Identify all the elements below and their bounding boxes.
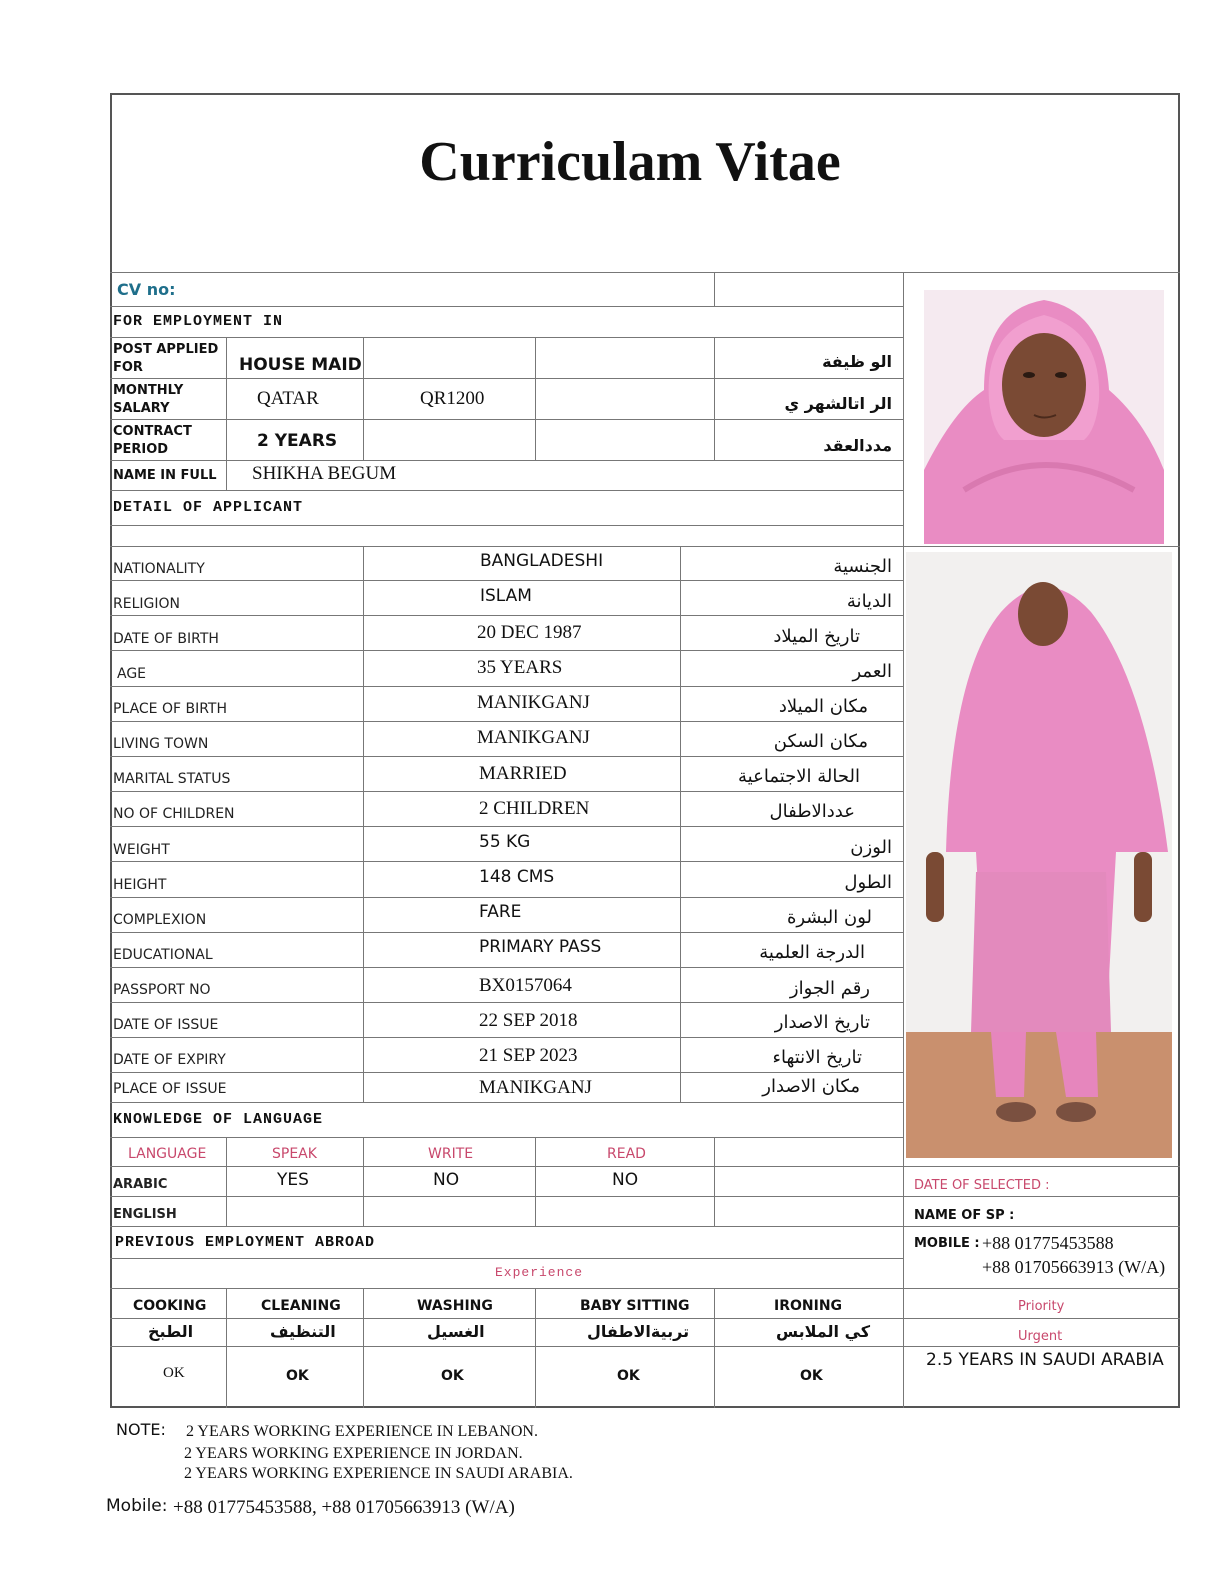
detail-label: COMPLEXION	[113, 912, 207, 928]
detail-section-label: DETAIL OF APPLICANT	[113, 499, 304, 516]
salary-label: MONTHLY SALARY	[113, 383, 184, 416]
skill-ar: الغسيل	[427, 1322, 485, 1341]
detail-label: EDUCATIONAL	[113, 947, 213, 963]
detail-label: PASSPORT NO	[113, 982, 211, 998]
detail-label: NO OF CHILDREN	[113, 806, 235, 822]
skill-ar: الطبخ	[148, 1322, 194, 1341]
detail-label: PLACE OF ISSUE	[113, 1081, 227, 1097]
language-row-read: NO	[612, 1170, 639, 1190]
skill-ar: تربيةالاطفال	[587, 1322, 690, 1341]
detail-label: AGE	[117, 666, 147, 682]
detail-label: RELIGION	[113, 596, 180, 612]
detail-label: NATIONALITY	[113, 561, 205, 577]
detail-ar: الديانة	[846, 591, 892, 612]
detail-ar: تاريخ الاصدار	[774, 1012, 870, 1033]
full-body-photo	[906, 552, 1172, 1158]
detail-ar: مكان الميلاد	[778, 696, 868, 717]
detail-ar: مكان السكن	[773, 731, 868, 752]
salary-country: QATAR	[257, 388, 319, 409]
footer-mobile-value: +88 01775453588, +88 01705663913 (W/A)	[173, 1497, 515, 1518]
note-line: 2 YEARS WORKING EXPERIENCE IN JORDAN.	[184, 1445, 523, 1462]
detail-value: MANIKGANJ	[479, 1077, 592, 1098]
experience-label: Experience	[495, 1265, 584, 1280]
language-header: LANGUAGE	[128, 1146, 207, 1162]
detail-label: WEIGHT	[113, 842, 170, 858]
mobile-label: MOBILE :	[914, 1236, 980, 1251]
contract-label: CONTRACT PERIOD	[113, 424, 192, 457]
post-value: HOUSE MAID	[239, 355, 362, 375]
speak-header: SPEAK	[272, 1146, 317, 1162]
detail-label: DATE OF ISSUE	[113, 1017, 219, 1033]
detail-ar: تاريخ الانتهاء	[772, 1047, 862, 1068]
detail-label: LIVING TOWN	[113, 736, 209, 752]
detail-ar: مكان الاصدار	[762, 1076, 860, 1097]
detail-label: DATE OF BIRTH	[113, 631, 219, 647]
urgent-label: Urgent	[1018, 1329, 1063, 1344]
skill-ironing: IRONING	[774, 1298, 843, 1314]
page-title: Curriculam Vitae	[419, 131, 841, 193]
skill-cooking: COOKING	[133, 1298, 207, 1314]
detail-ar: العمر	[852, 661, 892, 682]
name-sp-label: NAME OF SP :	[914, 1208, 1015, 1223]
post-ar: الو ظيفة	[822, 352, 892, 371]
detail-value: ISLAM	[480, 586, 532, 606]
experience-note: 2.5 YEARS IN SAUDI ARABIA	[926, 1350, 1164, 1370]
detail-ar: عددالاطفال	[769, 801, 855, 822]
detail-label: DATE OF EXPIRY	[113, 1052, 226, 1068]
language-section-label: KNOWLEDGE OF LANGUAGE	[113, 1111, 324, 1128]
detail-value: 148 CMS	[479, 867, 555, 887]
skill-value: OK	[286, 1368, 309, 1384]
language-row-speak: YES	[277, 1170, 309, 1190]
detail-ar: الوزن	[850, 837, 892, 858]
detail-value: 20 DEC 1987	[477, 622, 582, 643]
portrait-photo	[924, 290, 1164, 544]
skill-value: OK	[617, 1368, 640, 1384]
detail-label: HEIGHT	[113, 877, 167, 893]
skill-ar: التنظيف	[270, 1322, 336, 1341]
detail-value: BANGLADESHI	[480, 551, 604, 571]
salary-ar: الر اتالشهر ي	[784, 394, 892, 413]
skill-ar: كي الملابس	[776, 1322, 871, 1341]
detail-ar: الدرجة العلمية	[759, 942, 865, 963]
detail-value: MARRIED	[479, 763, 567, 784]
detail-label: MARITAL STATUS	[113, 771, 231, 787]
language-row-write: NO	[433, 1170, 460, 1190]
name-label: NAME IN FULL	[113, 468, 217, 483]
note-line: 2 YEARS WORKING EXPERIENCE IN SAUDI ARABIA.	[184, 1465, 573, 1482]
skill-value: OK	[800, 1368, 823, 1384]
detail-ar: تاريخ الميلاد	[773, 626, 860, 647]
detail-value: PRIMARY PASS	[479, 937, 602, 957]
note-line: 2 YEARS WORKING EXPERIENCE IN LEBANON.	[186, 1423, 538, 1440]
detail-value: MANIKGANJ	[477, 692, 590, 713]
detail-value: MANIKGANJ	[477, 727, 590, 748]
detail-value: 21 SEP 2023	[479, 1045, 578, 1066]
skill-baby-sitting: BABY SITTING	[580, 1298, 690, 1314]
post-label: POST APPLIED FOR	[113, 342, 219, 375]
detail-value: BX0157064	[479, 975, 572, 996]
mobile-2: +88 01705663913 (W/A)	[982, 1257, 1166, 1277]
skill-value: OK	[163, 1365, 185, 1381]
detail-value: 35 YEARS	[477, 657, 563, 678]
skill-value: OK	[441, 1368, 464, 1384]
read-header: READ	[607, 1146, 646, 1162]
employment-section-label: FOR EMPLOYMENT IN	[113, 313, 284, 330]
detail-value: 22 SEP 2018	[479, 1010, 578, 1031]
detail-ar: لون البشرة	[786, 907, 872, 928]
name-value: SHIKHA BEGUM	[252, 463, 397, 484]
detail-ar: الحالة الاجتماعية	[738, 766, 860, 787]
skill-cleaning: CLEANING	[261, 1298, 341, 1314]
detail-label: PLACE OF BIRTH	[113, 701, 228, 717]
mobile-1: +88 01775453588	[982, 1233, 1114, 1253]
detail-ar: رقم الجواز	[789, 978, 870, 999]
detail-value: 55 KG	[479, 832, 531, 852]
language-row-lang: ENGLISH	[113, 1207, 177, 1222]
detail-ar: الطول	[844, 872, 892, 893]
salary-value: QR1200	[420, 388, 485, 409]
detail-value: 2 CHILDREN	[479, 798, 590, 819]
previous-section-label: PREVIOUS EMPLOYMENT ABROAD	[115, 1234, 376, 1251]
note-label: NOTE:	[116, 1420, 166, 1439]
date-selected-label: DATE OF SELECTED :	[914, 1178, 1050, 1193]
contract-value: 2 YEARS	[257, 431, 338, 451]
detail-value: FARE	[479, 902, 522, 922]
footer-mobile-label: Mobile:	[106, 1496, 168, 1516]
detail-ar: الجنسية	[833, 556, 892, 577]
write-header: WRITE	[428, 1146, 474, 1162]
priority-label: Priority	[1018, 1299, 1065, 1314]
cv-no-label: CV no:	[117, 280, 176, 299]
language-row-lang: ARABIC	[113, 1177, 168, 1192]
skill-washing: WASHING	[417, 1298, 493, 1314]
title-divider	[110, 272, 1180, 273]
contract-ar: مددالعقد	[823, 436, 892, 455]
